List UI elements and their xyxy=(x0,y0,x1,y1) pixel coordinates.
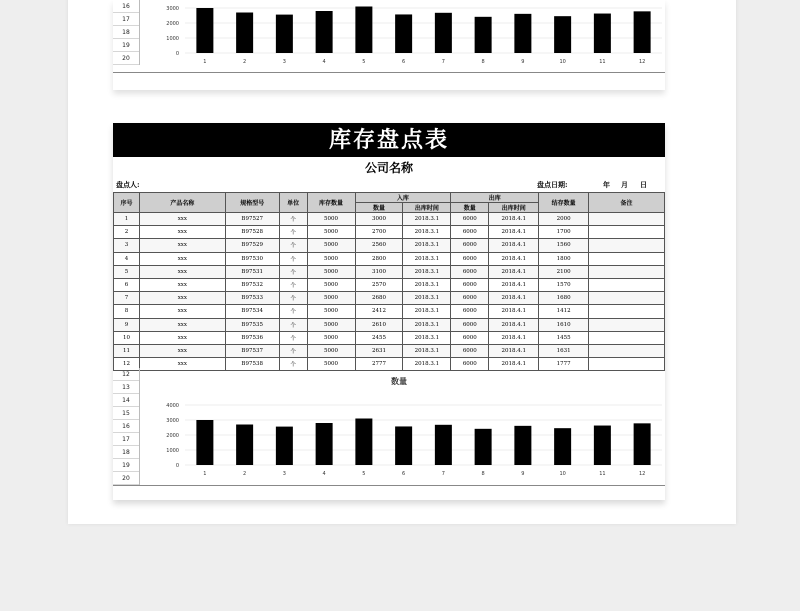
table-cell[interactable]: B97535 xyxy=(225,318,279,331)
table-cell[interactable]: 1570 xyxy=(539,278,589,291)
x-tick-label: 1 xyxy=(203,59,207,65)
row-number[interactable]: 16 xyxy=(113,0,139,13)
x-tick-label: 9 xyxy=(521,471,525,477)
table-cell[interactable]: 2412 xyxy=(355,305,403,318)
bar xyxy=(634,11,651,53)
table-cell[interactable]: 2018.3.1 xyxy=(403,252,451,265)
header-balance: 结存数量 xyxy=(539,193,589,213)
top-row-numbers xyxy=(113,0,140,65)
header-product: 产品名称 xyxy=(139,193,225,213)
row-number[interactable]: 18 xyxy=(113,446,139,459)
table-cell[interactable]: 6000 xyxy=(451,344,489,357)
bar xyxy=(236,425,253,466)
bar xyxy=(594,14,611,53)
table-row xyxy=(114,213,665,226)
table-cell[interactable]: 1455 xyxy=(539,331,589,344)
table-cell[interactable]: xxx xyxy=(139,239,225,252)
table-cell[interactable]: 6000 xyxy=(451,226,489,239)
table-cell[interactable]: 2018.4.1 xyxy=(489,318,539,331)
header-outbound: 出库 xyxy=(451,193,539,203)
bar xyxy=(634,423,651,465)
table-cell[interactable]: 2610 xyxy=(355,318,403,331)
y-tick-label: 0 xyxy=(175,51,179,57)
table-cell[interactable]: 个 xyxy=(279,252,307,265)
x-tick-label: 11 xyxy=(599,59,606,65)
table-cell[interactable]: B97538 xyxy=(225,358,279,371)
bar xyxy=(395,426,412,465)
table-cell[interactable]: xxx xyxy=(139,252,225,265)
table-cell[interactable]: 2018.3.1 xyxy=(403,331,451,344)
bar xyxy=(554,428,571,465)
table-cell[interactable]: 2018.4.1 xyxy=(489,213,539,226)
table-cell[interactable]: 1 xyxy=(114,213,140,226)
x-tick-label: 3 xyxy=(282,471,286,477)
table-cell[interactable]: 6000 xyxy=(451,318,489,331)
bar xyxy=(594,426,611,465)
inventory-sheet xyxy=(113,123,665,500)
table-row xyxy=(114,226,665,239)
row-number[interactable]: 13 xyxy=(113,381,139,394)
table-cell[interactable]: 5000 xyxy=(307,318,355,331)
table-cell[interactable]: 个 xyxy=(279,331,307,344)
quantity-bar-chart xyxy=(140,368,665,485)
table-cell[interactable] xyxy=(589,292,665,305)
table-cell[interactable]: 2018.3.1 xyxy=(403,239,451,252)
company-name: 公司名称 xyxy=(364,161,413,175)
header-inbound: 入库 xyxy=(355,193,451,203)
table-cell[interactable]: 11 xyxy=(114,344,140,357)
table-cell[interactable] xyxy=(589,265,665,278)
bar xyxy=(554,16,571,53)
table-cell[interactable]: 8 xyxy=(114,305,140,318)
x-tick-label: 2 xyxy=(243,471,247,477)
table-cell[interactable]: 1560 xyxy=(539,239,589,252)
table-cell[interactable] xyxy=(589,318,665,331)
date-year: 年 xyxy=(603,180,610,189)
table-cell[interactable]: 6000 xyxy=(451,305,489,318)
table-cell[interactable]: 2018.3.1 xyxy=(403,318,451,331)
x-tick-label: 8 xyxy=(481,471,485,477)
table-cell[interactable]: B97531 xyxy=(225,265,279,278)
table-cell[interactable]: 2018.3.1 xyxy=(403,226,451,239)
table-cell[interactable]: 2018.4.1 xyxy=(489,305,539,318)
table-cell[interactable]: 9 xyxy=(114,318,140,331)
table-cell[interactable]: xxx xyxy=(139,331,225,344)
y-tick-label: 2000 xyxy=(166,21,179,27)
table-cell[interactable]: 3000 xyxy=(355,213,403,226)
x-tick-label: 5 xyxy=(362,59,366,65)
table-cell[interactable]: 个 xyxy=(279,358,307,371)
table-cell[interactable]: 6000 xyxy=(451,265,489,278)
top-bar-chart xyxy=(140,0,665,72)
table-cell[interactable]: B97528 xyxy=(225,226,279,239)
table-cell[interactable]: 6000 xyxy=(451,239,489,252)
table-cell[interactable]: 1680 xyxy=(539,292,589,305)
table-row xyxy=(114,344,665,357)
table-cell[interactable]: 2631 xyxy=(355,344,403,357)
bar xyxy=(316,423,333,465)
table-cell[interactable]: 2018.4.1 xyxy=(489,252,539,265)
table-cell[interactable]: 个 xyxy=(279,226,307,239)
y-tick-label: 0 xyxy=(175,463,179,469)
sheet-title: 库存盘点表 xyxy=(113,123,665,157)
table-cell[interactable]: 5000 xyxy=(307,239,355,252)
x-tick-label: 12 xyxy=(638,59,646,65)
table-cell[interactable]: 2777 xyxy=(355,358,403,371)
table-cell[interactable] xyxy=(589,213,665,226)
table-row xyxy=(114,318,665,331)
bar xyxy=(196,8,213,53)
table-cell[interactable]: 1610 xyxy=(539,318,589,331)
table-cell[interactable]: B97527 xyxy=(225,213,279,226)
table-cell[interactable]: 1777 xyxy=(539,358,589,371)
bar xyxy=(514,14,531,53)
table-cell[interactable]: 6 xyxy=(114,278,140,291)
date-month: 月 xyxy=(621,180,628,189)
table-cell[interactable]: 6000 xyxy=(451,292,489,305)
table-cell[interactable]: 个 xyxy=(279,239,307,252)
table-cell[interactable]: 5 xyxy=(114,265,140,278)
checker-label: 盘点人: xyxy=(116,180,140,189)
table-cell[interactable]: B97529 xyxy=(225,239,279,252)
row-number[interactable]: 16 xyxy=(113,420,139,433)
table-cell[interactable]: B97532 xyxy=(225,278,279,291)
table-cell[interactable]: 2680 xyxy=(355,292,403,305)
table-cell[interactable]: xxx xyxy=(139,344,225,357)
table-cell[interactable]: 6000 xyxy=(451,331,489,344)
table-cell[interactable]: 5000 xyxy=(307,226,355,239)
check-date-label: 盘点日期: xyxy=(537,180,568,189)
table-cell[interactable]: 5000 xyxy=(307,252,355,265)
table-cell[interactable]: 2018.3.1 xyxy=(403,344,451,357)
table-cell[interactable]: 1412 xyxy=(539,305,589,318)
table-cell[interactable]: 个 xyxy=(279,278,307,291)
bar xyxy=(316,11,333,53)
table-cell[interactable]: 个 xyxy=(279,213,307,226)
table-cell[interactable]: 2018.3.1 xyxy=(403,213,451,226)
table-cell[interactable] xyxy=(589,305,665,318)
row-number[interactable]: 17 xyxy=(113,13,139,26)
x-tick-label: 4 xyxy=(322,59,326,65)
table-row xyxy=(114,292,665,305)
y-tick-label: 1000 xyxy=(166,448,179,454)
table-cell[interactable]: 2455 xyxy=(355,331,403,344)
table-cell[interactable]: B97534 xyxy=(225,305,279,318)
bar xyxy=(236,13,253,54)
chart-row-numbers xyxy=(113,368,140,485)
bar xyxy=(435,13,452,53)
table-cell[interactable]: 1700 xyxy=(539,226,589,239)
bar xyxy=(395,14,412,53)
x-tick-label: 6 xyxy=(402,471,406,477)
table-cell[interactable]: 5000 xyxy=(307,292,355,305)
table-cell[interactable] xyxy=(589,239,665,252)
x-tick-label: 12 xyxy=(638,471,646,477)
table-cell[interactable]: 2018.4.1 xyxy=(489,331,539,344)
bar xyxy=(514,426,531,465)
table-cell[interactable]: xxx xyxy=(139,226,225,239)
table-cell[interactable]: 个 xyxy=(279,344,307,357)
sheet-bottom-border xyxy=(113,72,665,73)
table-cell[interactable]: 个 xyxy=(279,292,307,305)
table-cell[interactable]: xxx xyxy=(139,358,225,371)
header-out-qty: 数量 xyxy=(451,203,489,213)
x-tick-label: 7 xyxy=(441,59,445,65)
y-tick-label: 4000 xyxy=(166,403,179,409)
table-cell[interactable]: B97530 xyxy=(225,252,279,265)
table-cell[interactable]: 6000 xyxy=(451,358,489,371)
table-cell[interactable]: xxx xyxy=(139,265,225,278)
table-row xyxy=(114,278,665,291)
table-cell[interactable]: 个 xyxy=(279,305,307,318)
header-in-time: 出库时间 xyxy=(403,203,451,213)
table-cell[interactable]: 4 xyxy=(114,252,140,265)
table-cell[interactable]: 2018.4.1 xyxy=(489,265,539,278)
x-tick-label: 3 xyxy=(282,59,286,65)
table-cell[interactable]: 3100 xyxy=(355,265,403,278)
table-cell[interactable]: 12 xyxy=(114,358,140,371)
table-cell[interactable]: 2000 xyxy=(539,213,589,226)
sheet-bottom-border xyxy=(113,485,665,486)
table-cell[interactable]: 2018.4.1 xyxy=(489,226,539,239)
header-stock: 库存数量 xyxy=(307,193,355,213)
table-cell[interactable] xyxy=(589,278,665,291)
top-sheet-fragment xyxy=(113,0,665,90)
row-number[interactable]: 20 xyxy=(113,52,139,65)
header-model: 规格型号 xyxy=(225,193,279,213)
y-tick-label: 1000 xyxy=(166,36,179,42)
table-cell[interactable]: xxx xyxy=(139,292,225,305)
table-cell[interactable]: 个 xyxy=(279,265,307,278)
x-tick-label: 2 xyxy=(243,59,247,65)
table-row xyxy=(114,305,665,318)
chart-title: 数量 xyxy=(391,376,407,386)
table-cell[interactable]: 2 xyxy=(114,226,140,239)
x-tick-label: 11 xyxy=(599,471,606,477)
table-cell[interactable]: 2018.4.1 xyxy=(489,344,539,357)
x-tick-label: 9 xyxy=(521,59,525,65)
x-tick-label: 1 xyxy=(203,471,207,477)
x-tick-label: 5 xyxy=(362,471,366,477)
table-cell[interactable]: B97536 xyxy=(225,331,279,344)
bar xyxy=(355,7,372,54)
table-cell[interactable]: 5000 xyxy=(307,213,355,226)
y-tick-label: 3000 xyxy=(166,6,179,12)
table-cell[interactable]: xxx xyxy=(139,305,225,318)
header-seq: 序号 xyxy=(114,193,140,213)
table-cell[interactable]: 5000 xyxy=(307,305,355,318)
bar xyxy=(276,427,293,465)
table-cell[interactable]: 10 xyxy=(114,331,140,344)
table-cell[interactable] xyxy=(589,226,665,239)
row-number[interactable]: 20 xyxy=(113,472,139,485)
table-cell[interactable]: 1800 xyxy=(539,252,589,265)
table-body xyxy=(114,213,665,371)
table-cell[interactable]: 5000 xyxy=(307,265,355,278)
row-number[interactable]: 15 xyxy=(113,407,139,420)
bar xyxy=(196,420,213,465)
bar xyxy=(276,15,293,53)
row-number[interactable]: 19 xyxy=(113,39,139,52)
table-row xyxy=(114,252,665,265)
table-cell[interactable]: 2100 xyxy=(539,265,589,278)
table-cell[interactable]: 5000 xyxy=(307,344,355,357)
table-cell[interactable]: 6000 xyxy=(451,278,489,291)
table-cell[interactable]: 2700 xyxy=(355,226,403,239)
bar xyxy=(435,425,452,465)
table-cell[interactable]: xxx xyxy=(139,213,225,226)
x-tick-label: 10 xyxy=(559,59,566,65)
table-cell[interactable]: 3 xyxy=(114,239,140,252)
row-number[interactable]: 19 xyxy=(113,459,139,472)
header-in-qty: 数量 xyxy=(355,203,403,213)
date-day: 日 xyxy=(640,180,647,189)
row-number[interactable]: 18 xyxy=(113,26,139,39)
table-cell[interactable]: 2018.3.1 xyxy=(403,278,451,291)
table-cell[interactable]: 5000 xyxy=(307,278,355,291)
table-cell[interactable]: 5000 xyxy=(307,331,355,344)
table-cell[interactable]: 2018.4.1 xyxy=(489,358,539,371)
x-tick-label: 8 xyxy=(481,59,485,65)
row-number[interactable]: 17 xyxy=(113,433,139,446)
table-row xyxy=(114,331,665,344)
table-cell[interactable]: 1631 xyxy=(539,344,589,357)
bar xyxy=(355,419,372,466)
x-tick-label: 7 xyxy=(441,471,445,477)
table-cell[interactable]: xxx xyxy=(139,318,225,331)
header-remark: 备注 xyxy=(589,193,665,213)
table-cell[interactable]: 6000 xyxy=(451,252,489,265)
table-cell[interactable]: 2018.3.1 xyxy=(403,265,451,278)
x-tick-label: 4 xyxy=(322,471,326,477)
table-cell[interactable] xyxy=(589,252,665,265)
table-cell[interactable]: 2560 xyxy=(355,239,403,252)
row-number[interactable]: 12 xyxy=(113,368,139,381)
table-header-row xyxy=(114,193,665,203)
header-unit: 单位 xyxy=(279,193,307,213)
table-cell[interactable]: B97537 xyxy=(225,344,279,357)
table-cell[interactable]: 2570 xyxy=(355,278,403,291)
table-cell[interactable]: 个 xyxy=(279,318,307,331)
x-tick-label: 6 xyxy=(402,59,406,65)
bar xyxy=(475,429,492,465)
y-tick-label: 2000 xyxy=(166,433,179,439)
table-cell[interactable]: 2018.3.1 xyxy=(403,358,451,371)
table-cell[interactable]: 2018.3.1 xyxy=(403,292,451,305)
table-cell[interactable]: 2018.4.1 xyxy=(489,278,539,291)
x-tick-label: 10 xyxy=(559,471,566,477)
table-cell[interactable]: 6000 xyxy=(451,213,489,226)
header-out-time: 出库时间 xyxy=(489,203,539,213)
row-number[interactable]: 14 xyxy=(113,394,139,407)
table-cell[interactable]: 2018.3.1 xyxy=(403,305,451,318)
table-cell[interactable] xyxy=(589,344,665,357)
table-cell[interactable]: 2018.4.1 xyxy=(489,292,539,305)
table-cell[interactable]: xxx xyxy=(139,278,225,291)
table-cell[interactable]: 2800 xyxy=(355,252,403,265)
table-row xyxy=(114,239,665,252)
y-tick-label: 3000 xyxy=(166,418,179,424)
table-cell[interactable]: 7 xyxy=(114,292,140,305)
table-cell[interactable]: 5000 xyxy=(307,358,355,371)
table-cell[interactable]: B97533 xyxy=(225,292,279,305)
table-cell[interactable] xyxy=(589,331,665,344)
inventory-table xyxy=(113,192,665,371)
table-cell[interactable]: 2018.4.1 xyxy=(489,239,539,252)
bar xyxy=(475,17,492,53)
table-row xyxy=(114,265,665,278)
